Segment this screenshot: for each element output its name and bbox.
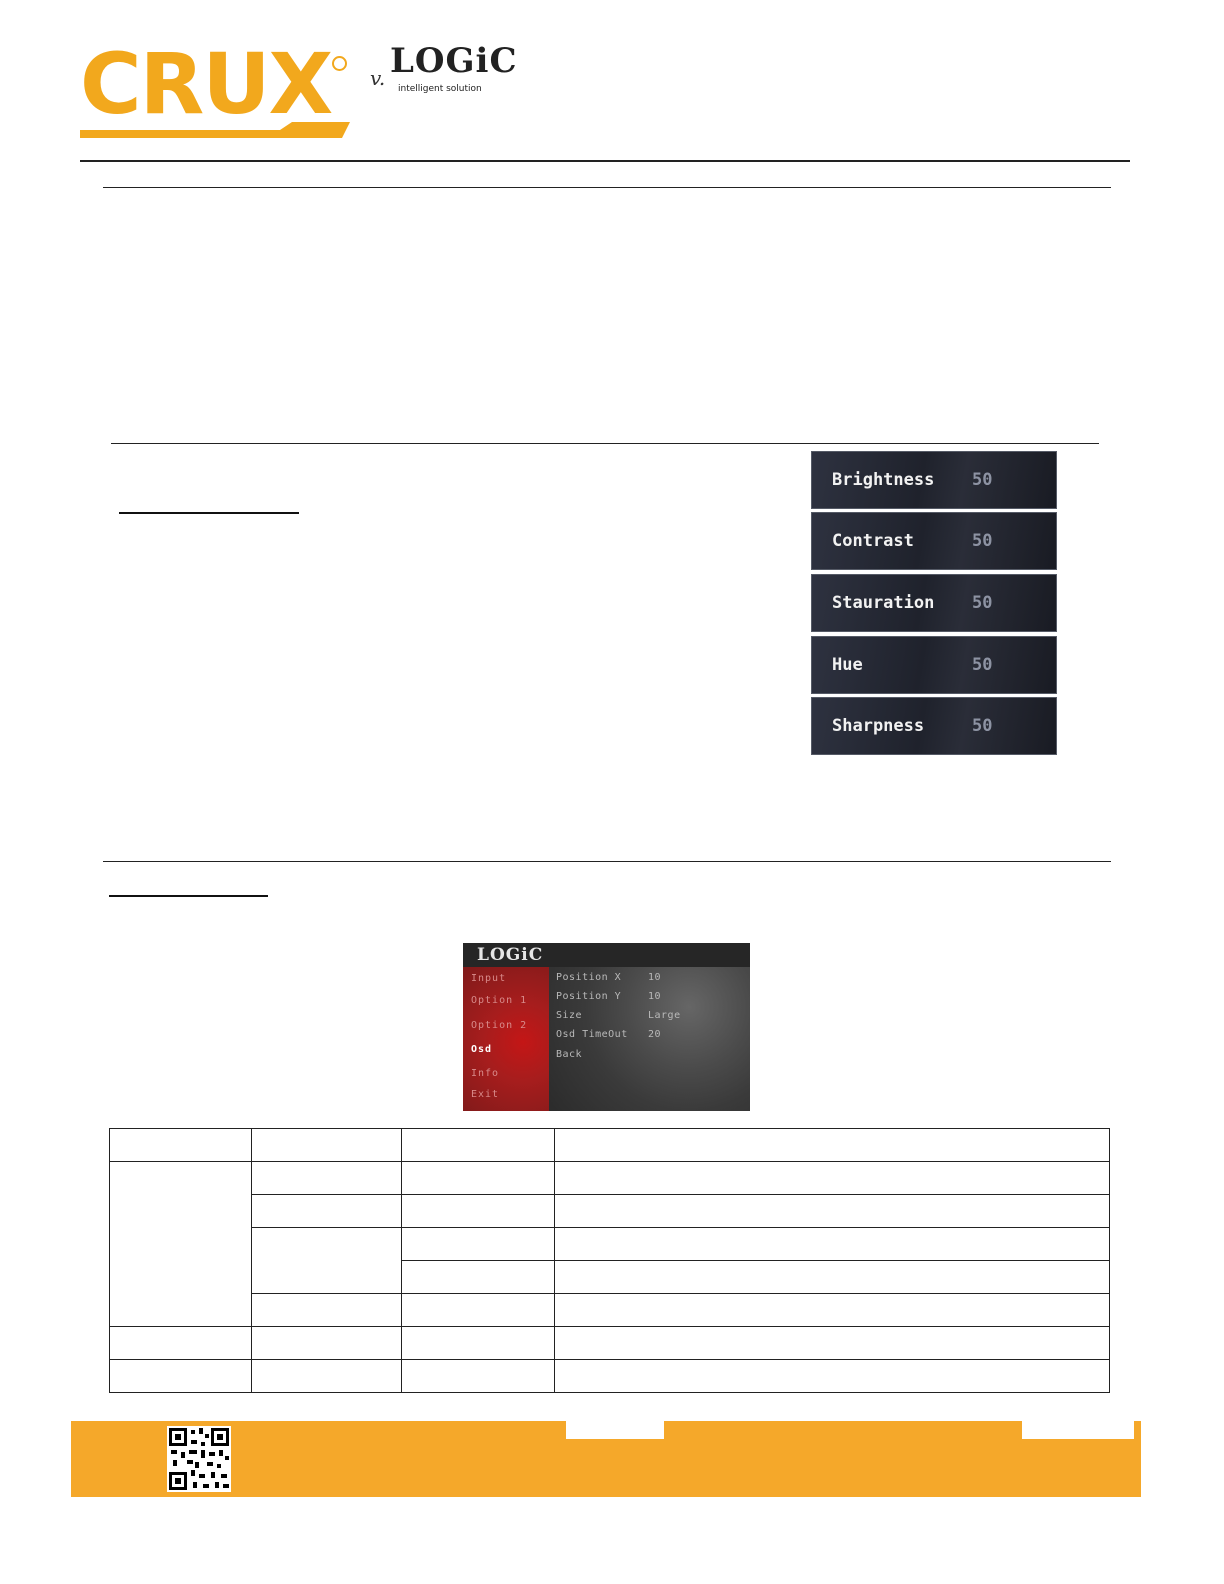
- crux-degree-mark: [332, 56, 347, 71]
- osd-logo: LOGiC: [477, 945, 544, 965]
- footer-bar: [71, 1421, 1141, 1497]
- table-cell: [110, 1327, 252, 1360]
- osd-setting-value: 20: [648, 1029, 662, 1040]
- table-cell: [402, 1327, 555, 1360]
- table-cell: [402, 1195, 555, 1228]
- qr-code-icon[interactable]: [167, 1426, 231, 1492]
- picture-setting-brightness: [811, 451, 1057, 509]
- section-rule-3: [103, 861, 1111, 862]
- table-cell: [252, 1360, 402, 1393]
- table-row: [110, 1129, 1110, 1162]
- table-cell: [555, 1228, 1110, 1261]
- osd-menu-panel: [463, 967, 549, 1111]
- setting-label: Contrast: [832, 531, 914, 551]
- table-row: [110, 1360, 1110, 1393]
- table-row: [110, 1327, 1110, 1360]
- table-cell: [252, 1327, 402, 1360]
- crux-swoosh: [80, 122, 350, 144]
- setting-label: Stauration: [832, 593, 935, 613]
- table-cell: [252, 1162, 402, 1195]
- footer-notch: [1022, 1421, 1134, 1439]
- table-cell: [402, 1294, 555, 1327]
- table-cell: [110, 1129, 252, 1162]
- table-row: [110, 1195, 1110, 1228]
- setting-label: Hue: [832, 655, 863, 675]
- picture-setting-contrast: [811, 512, 1057, 570]
- table-cell: [402, 1261, 555, 1294]
- osd-menu-info: Info: [471, 1068, 500, 1079]
- picture-setting-sharpness: [811, 697, 1057, 755]
- table-row: [110, 1294, 1110, 1327]
- table-cell: [110, 1162, 252, 1327]
- table-cell: [555, 1129, 1110, 1162]
- section-heading-underline-2: [109, 895, 268, 897]
- osd-menu-input: Input: [471, 973, 507, 984]
- vlogic-logo: [370, 41, 518, 100]
- vlogic-word: LOGiC: [390, 41, 518, 81]
- table-cell: [252, 1195, 402, 1228]
- table-cell: [402, 1228, 555, 1261]
- table-cell: [402, 1162, 555, 1195]
- table-cell: [402, 1360, 555, 1393]
- osd-header: [463, 943, 750, 967]
- osd-menu-option-1: Option 1: [471, 995, 528, 1006]
- table-cell: [110, 1360, 252, 1393]
- table-cell: [555, 1294, 1110, 1327]
- table-cell: [252, 1129, 402, 1162]
- osd-setting-value: 10: [648, 991, 662, 1002]
- osd-menu-option-2: Option 2: [471, 1020, 528, 1031]
- setting-value: 50: [972, 593, 993, 613]
- table-cell: [555, 1261, 1110, 1294]
- setting-label: Brightness: [832, 470, 935, 490]
- section-heading-underline-1: [119, 512, 299, 514]
- osd-setting-label: Back: [556, 1049, 583, 1060]
- picture-setting-hue: [811, 636, 1057, 694]
- table-cell: [555, 1162, 1110, 1195]
- setting-value: 50: [972, 716, 993, 736]
- vlogic-tagline: intelligent solution: [398, 84, 482, 94]
- picture-settings-screenshot: [811, 451, 1059, 755]
- osd-setting-label: Position X: [556, 972, 622, 983]
- osd-setting-value: 10: [648, 972, 662, 983]
- setting-value: 50: [972, 655, 993, 675]
- table-row: [110, 1162, 1110, 1195]
- osd-menu-osd: Osd: [471, 1044, 493, 1055]
- section-rule-1: [103, 187, 1111, 188]
- osd-menu-exit: Exit: [471, 1089, 500, 1100]
- section-rule-2: [111, 443, 1099, 444]
- picture-setting-saturation: [811, 574, 1057, 632]
- header-rule: [80, 160, 1130, 162]
- table-cell: [555, 1327, 1110, 1360]
- settings-table: [109, 1128, 1110, 1393]
- table-cell: [402, 1129, 555, 1162]
- table-cell: [252, 1294, 402, 1327]
- setting-value: 50: [972, 470, 993, 490]
- footer-notch: [566, 1421, 664, 1439]
- table-cell: [555, 1195, 1110, 1228]
- crux-logo: [80, 35, 370, 145]
- table-cell: [252, 1228, 402, 1294]
- osd-setting-label: Osd TimeOut: [556, 1029, 628, 1040]
- osd-setting-label: Size: [556, 1010, 583, 1021]
- setting-value: 50: [972, 531, 993, 551]
- setting-label: Sharpness: [832, 716, 925, 736]
- osd-setting-label: Position Y: [556, 991, 622, 1002]
- osd-setting-value: Large: [648, 1010, 681, 1021]
- crux-logo-text: CRUX: [80, 35, 332, 133]
- table-cell: [555, 1360, 1110, 1393]
- osd-settings-panel: [549, 967, 750, 1111]
- vlogic-prefix: v.: [370, 66, 386, 90]
- osd-menu-screenshot: [463, 943, 750, 1111]
- table-row: [110, 1228, 1110, 1261]
